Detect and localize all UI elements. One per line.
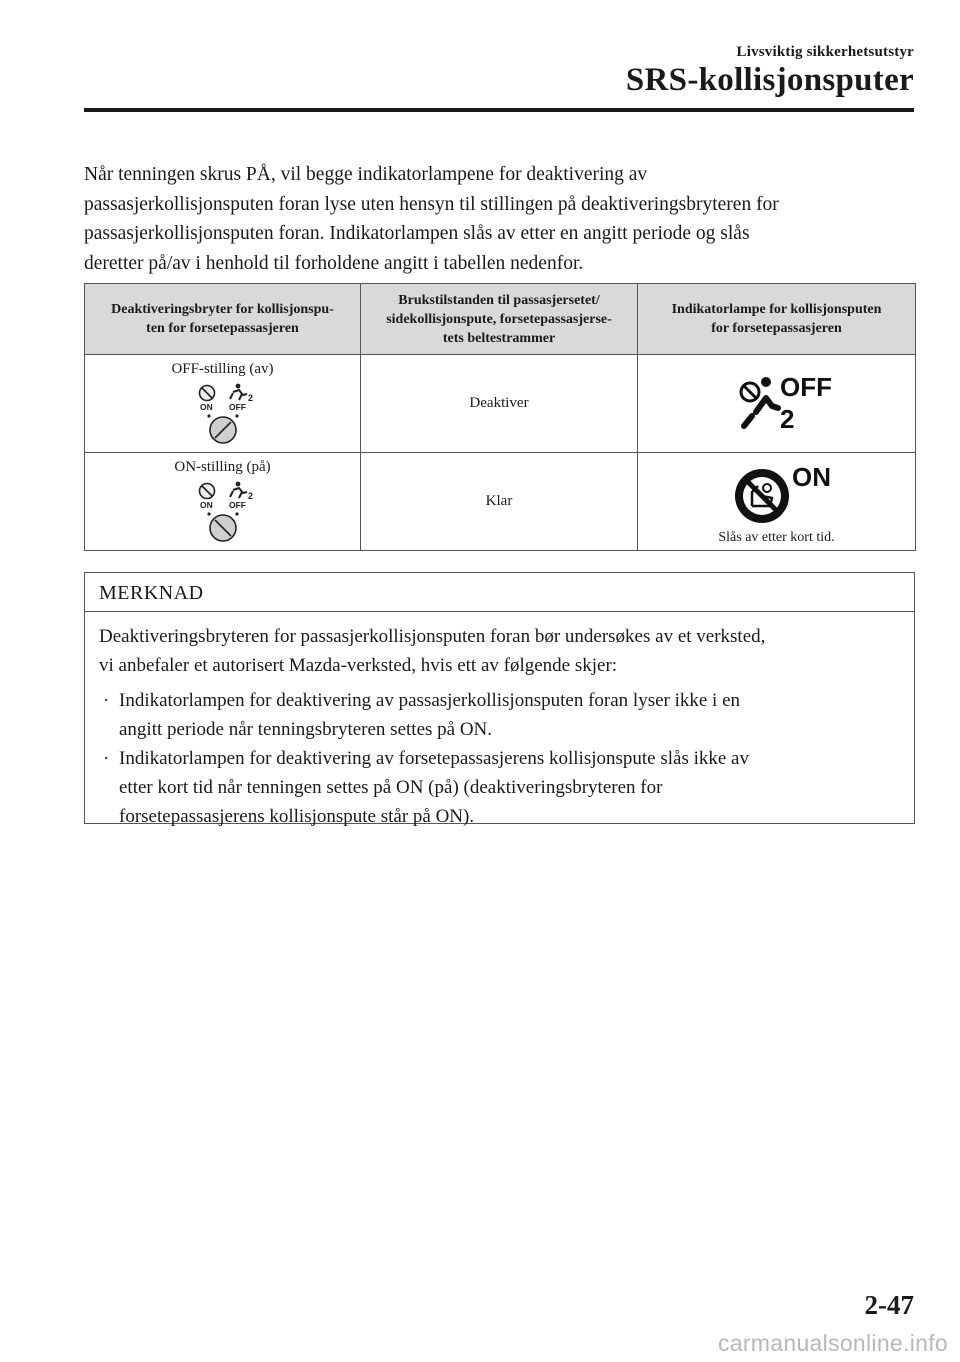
switch-on-label: ON xyxy=(199,402,213,412)
intro-line: passasjerkollisjonsputen foran lyse uten hensyn til stillingen på deaktiveringsbryteren for xyxy=(84,193,779,215)
note-title: MERKNAD xyxy=(85,573,914,612)
intro-line: passasjerkollisjonsputen foran. Indikatorlampen slås av etter en angitt periode og slås xyxy=(84,223,750,244)
list-item-line: Indikatorlampen for deaktivering av passasjerkollisjonsputen foran lyser ikke i en xyxy=(119,690,741,711)
header-line: tets beltestrammer xyxy=(442,330,556,346)
header-line: for forsetepassasjeren xyxy=(711,321,842,336)
header-line: ten for forsetepassasjeren xyxy=(146,321,299,336)
switch-position-label: OFF-stilling (av) xyxy=(171,361,274,377)
page-number: 2-47 xyxy=(864,1290,914,1320)
indicator-number: 2 xyxy=(779,404,794,434)
note-box xyxy=(84,572,915,827)
deactivation-switch-on-icon xyxy=(181,478,265,544)
intro-line: Når tenningen skrus PÅ, vil begge indikatorlampene for deaktivering av xyxy=(84,164,648,185)
note-body xyxy=(85,612,914,831)
switch-position-cell xyxy=(85,355,361,453)
bullet-icon: · xyxy=(103,690,110,711)
section-header: Livsviktig sikkerhetsutstyr xyxy=(736,44,914,60)
deactivation-switch-off-icon xyxy=(181,380,265,446)
page-title: SRS-kollisjonsputer xyxy=(625,62,914,98)
list-item-line: forsetepassasjerens kollisjonspute står på ON). xyxy=(119,806,475,827)
switch-position-label: ON-stilling (på) xyxy=(174,459,271,475)
column-header-seat-state xyxy=(361,284,638,355)
usage-status-cell: Klar xyxy=(361,453,638,551)
note-line: Deaktiveringsbryteren for passasjerkollisjonsputen foran bør undersøkes av et verksted, xyxy=(99,626,766,647)
header-line: Brukstilstanden til passasjersetet/ xyxy=(398,292,600,308)
indicator-note: Slås av etter kort tid. xyxy=(718,529,835,545)
usage-status-cell: Deaktiver xyxy=(361,355,638,453)
airbag-status-table xyxy=(84,283,916,551)
column-header-indicator xyxy=(638,284,916,355)
note-list xyxy=(99,686,900,831)
switch-position-cell xyxy=(85,453,361,551)
header-line: Deaktiveringsbryter for kollisjonspu- xyxy=(111,302,334,317)
switch-on-label: ON xyxy=(199,500,213,510)
list-item-line: Indikatorlampen for deaktivering av forsetepassasjerens kollisjonspute slås ikke av xyxy=(119,748,749,769)
indicator-cell xyxy=(638,453,916,551)
list-item-line: angitt periode når tenningsbryteren settes på ON. xyxy=(119,719,493,740)
bullet-icon: · xyxy=(103,748,110,769)
switch-off-label: OFF xyxy=(228,402,246,412)
column-header-switch xyxy=(85,284,361,355)
intro-paragraph xyxy=(84,160,914,278)
table-row xyxy=(85,355,916,453)
list-item-line: etter kort tid når tenningen settes på ON (på) (deaktiveringsbryteren for xyxy=(119,777,663,798)
indicator-off-text: OFF xyxy=(779,372,832,402)
watermark: carmanualsonline.info xyxy=(717,1330,948,1356)
list-item xyxy=(99,744,900,831)
passenger-airbag-off-indicator-icon xyxy=(722,368,832,434)
list-item xyxy=(99,686,900,744)
header-line: sidekollisjonspute, forsetepassasjerse- xyxy=(386,311,612,327)
switch-off-label: OFF xyxy=(228,500,246,510)
note-line: vi anbefaler et autorisert Mazda-verksted, hvis ett av følgende skjer: xyxy=(99,655,618,676)
passenger-airbag-on-indicator-icon xyxy=(722,462,832,528)
indicator-cell xyxy=(638,355,916,453)
indicator-on-text: ON xyxy=(791,461,831,492)
header-rule xyxy=(84,108,914,112)
table-header-row xyxy=(85,284,916,355)
table-row xyxy=(85,453,916,551)
switch-icon-number: 2 xyxy=(247,393,253,403)
header-line: Indikatorlampe for kollisjonsputen xyxy=(671,302,882,317)
intro-line: deretter på/av i henhold til forholdene angitt i tabellen nedenfor. xyxy=(84,252,584,274)
switch-icon-number: 2 xyxy=(247,491,253,501)
